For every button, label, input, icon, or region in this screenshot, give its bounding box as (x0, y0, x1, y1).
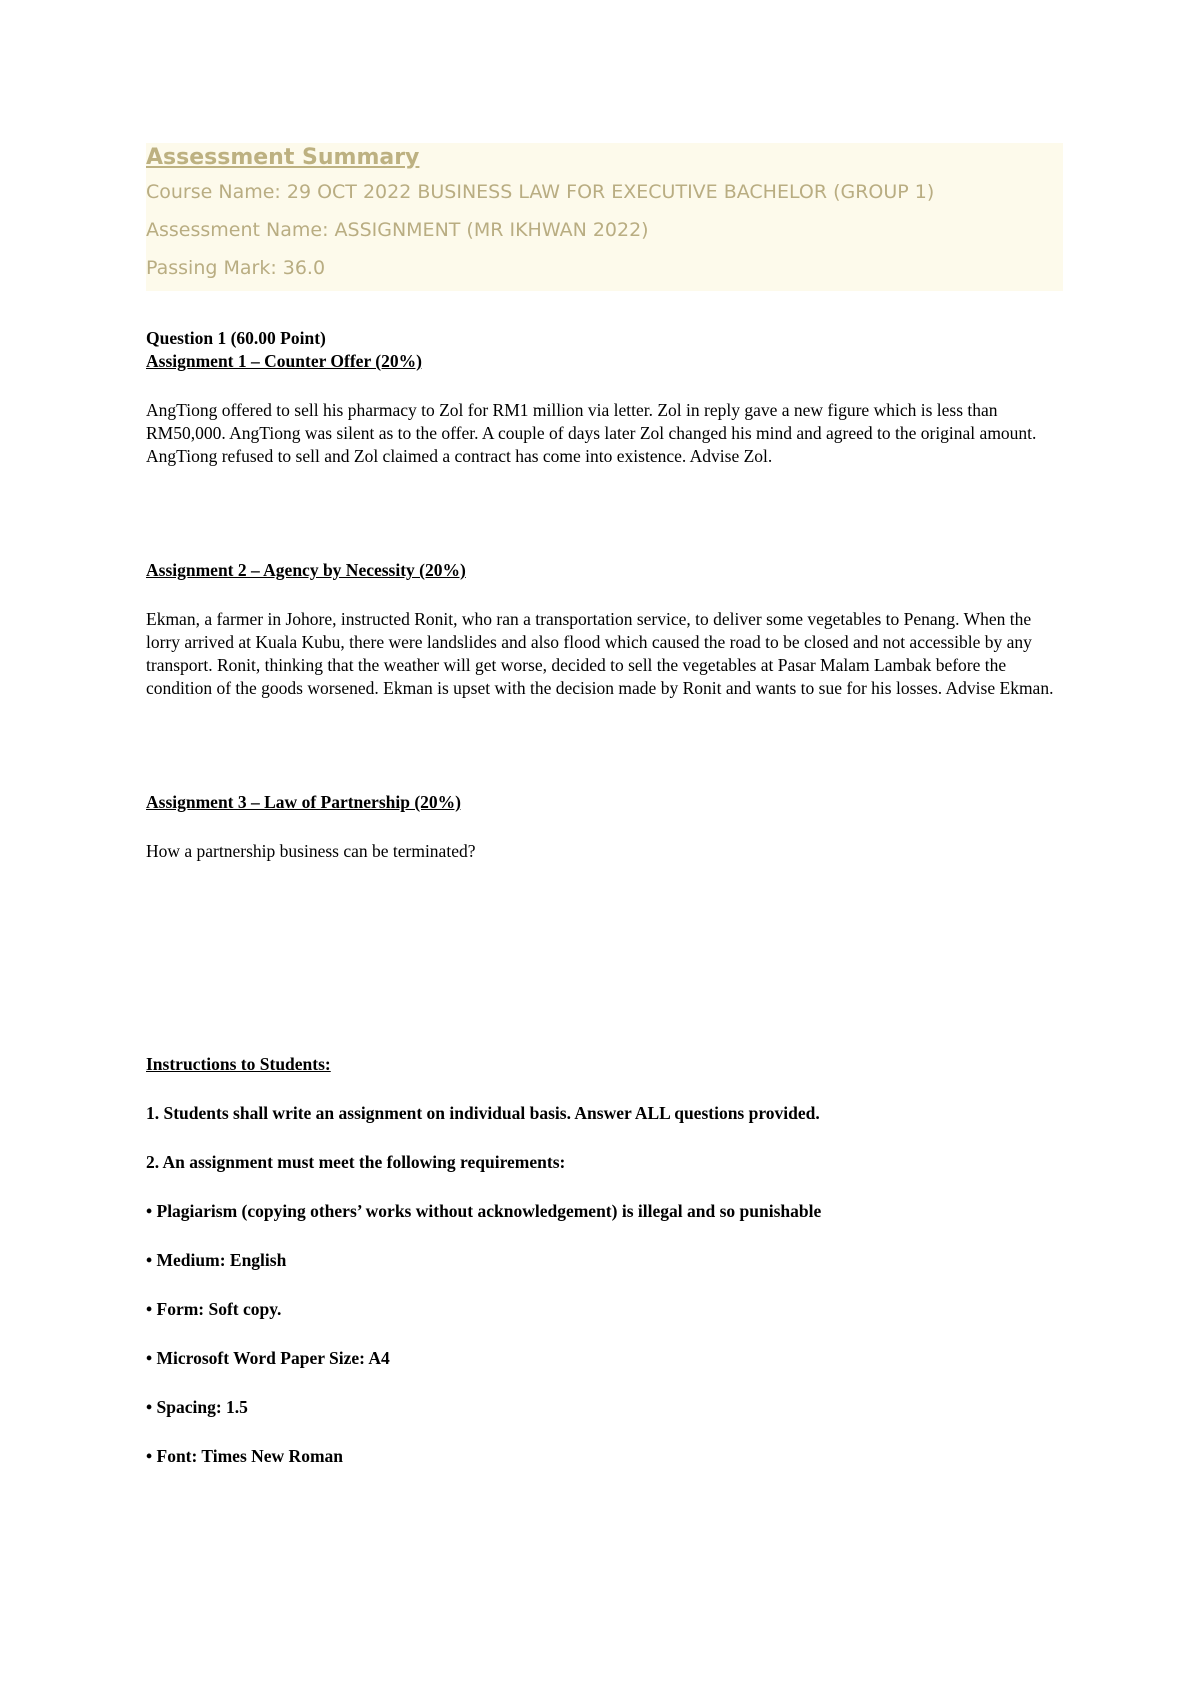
instruction-bullet: • Font: Times New Roman (146, 1446, 344, 1466)
assignment-2-body: Ekman, a farmer in Johore, instructed Ronit, who ran a transportation service, to deliver some vegetables to Penang. When the lorry arrived at Kuala Kubu, there were landslides and also flood which caused the road to be closed and not accessible by any transport. Ronit, thinking that the weather will get worse, decided to sell the vegetables at Pasar Malam Lambak before the condition of the goods worsened. Ekman is upset with the decision made by Ronit and wants to sue for his losses. Advise Ekman. (146, 609, 1054, 698)
assignment-1-title: Assignment 1 – Counter Offer (20%) (146, 351, 422, 371)
document-page (146, 143, 1063, 1468)
assignment-3-title: Assignment 3 – Law of Partnership (20%) (146, 792, 461, 812)
instruction-bullet: • Plagiarism (copying others’ works without acknowledgement) is illegal and so punishable (146, 1201, 822, 1221)
instruction-bullet: • Medium: English (146, 1250, 287, 1270)
instruction-bullet: • Spacing: 1.5 (146, 1397, 248, 1417)
question-section (146, 327, 1063, 1468)
assignment-3-body: How a partnership business can be terminated? (146, 841, 476, 861)
instruction-bullet: • Form: Soft copy. (146, 1299, 282, 1319)
instruction-item: 1. Students shall write an assignment on individual basis. Answer ALL questions provided. (146, 1103, 820, 1123)
instructions-heading: Instructions to Students: (146, 1054, 331, 1074)
assessment-summary-box (146, 143, 1063, 291)
passing-mark: Passing Mark: 36.0 (146, 257, 326, 279)
assessment-name: Assessment Name: ASSIGNMENT (MR IKHWAN 2022) (146, 219, 649, 241)
summary-title: Assessment Summary (146, 145, 420, 170)
assignment-2-title: Assignment 2 – Agency by Necessity (20%) (146, 560, 466, 580)
instruction-bullet: • Microsoft Word Paper Size: A4 (146, 1348, 390, 1368)
question-heading: Question 1 (60.00 Point) (146, 328, 326, 348)
assignment-1-body: AngTiong offered to sell his pharmacy to Zol for RM1 million via letter. Zol in reply gave a new figure which is less than RM50,000. AngTiong was silent as to the offer. A couple of days later Zol changed his mind and agreed to the original amount. AngTiong refused to sell and Zol claimed a contract has come into existence. Advise Zol. (146, 400, 1037, 466)
instruction-item: 2. An assignment must meet the following requirements: (146, 1152, 566, 1172)
course-name: Course Name: 29 OCT 2022 BUSINESS LAW FOR EXECUTIVE BACHELOR (GROUP 1) (146, 181, 935, 203)
